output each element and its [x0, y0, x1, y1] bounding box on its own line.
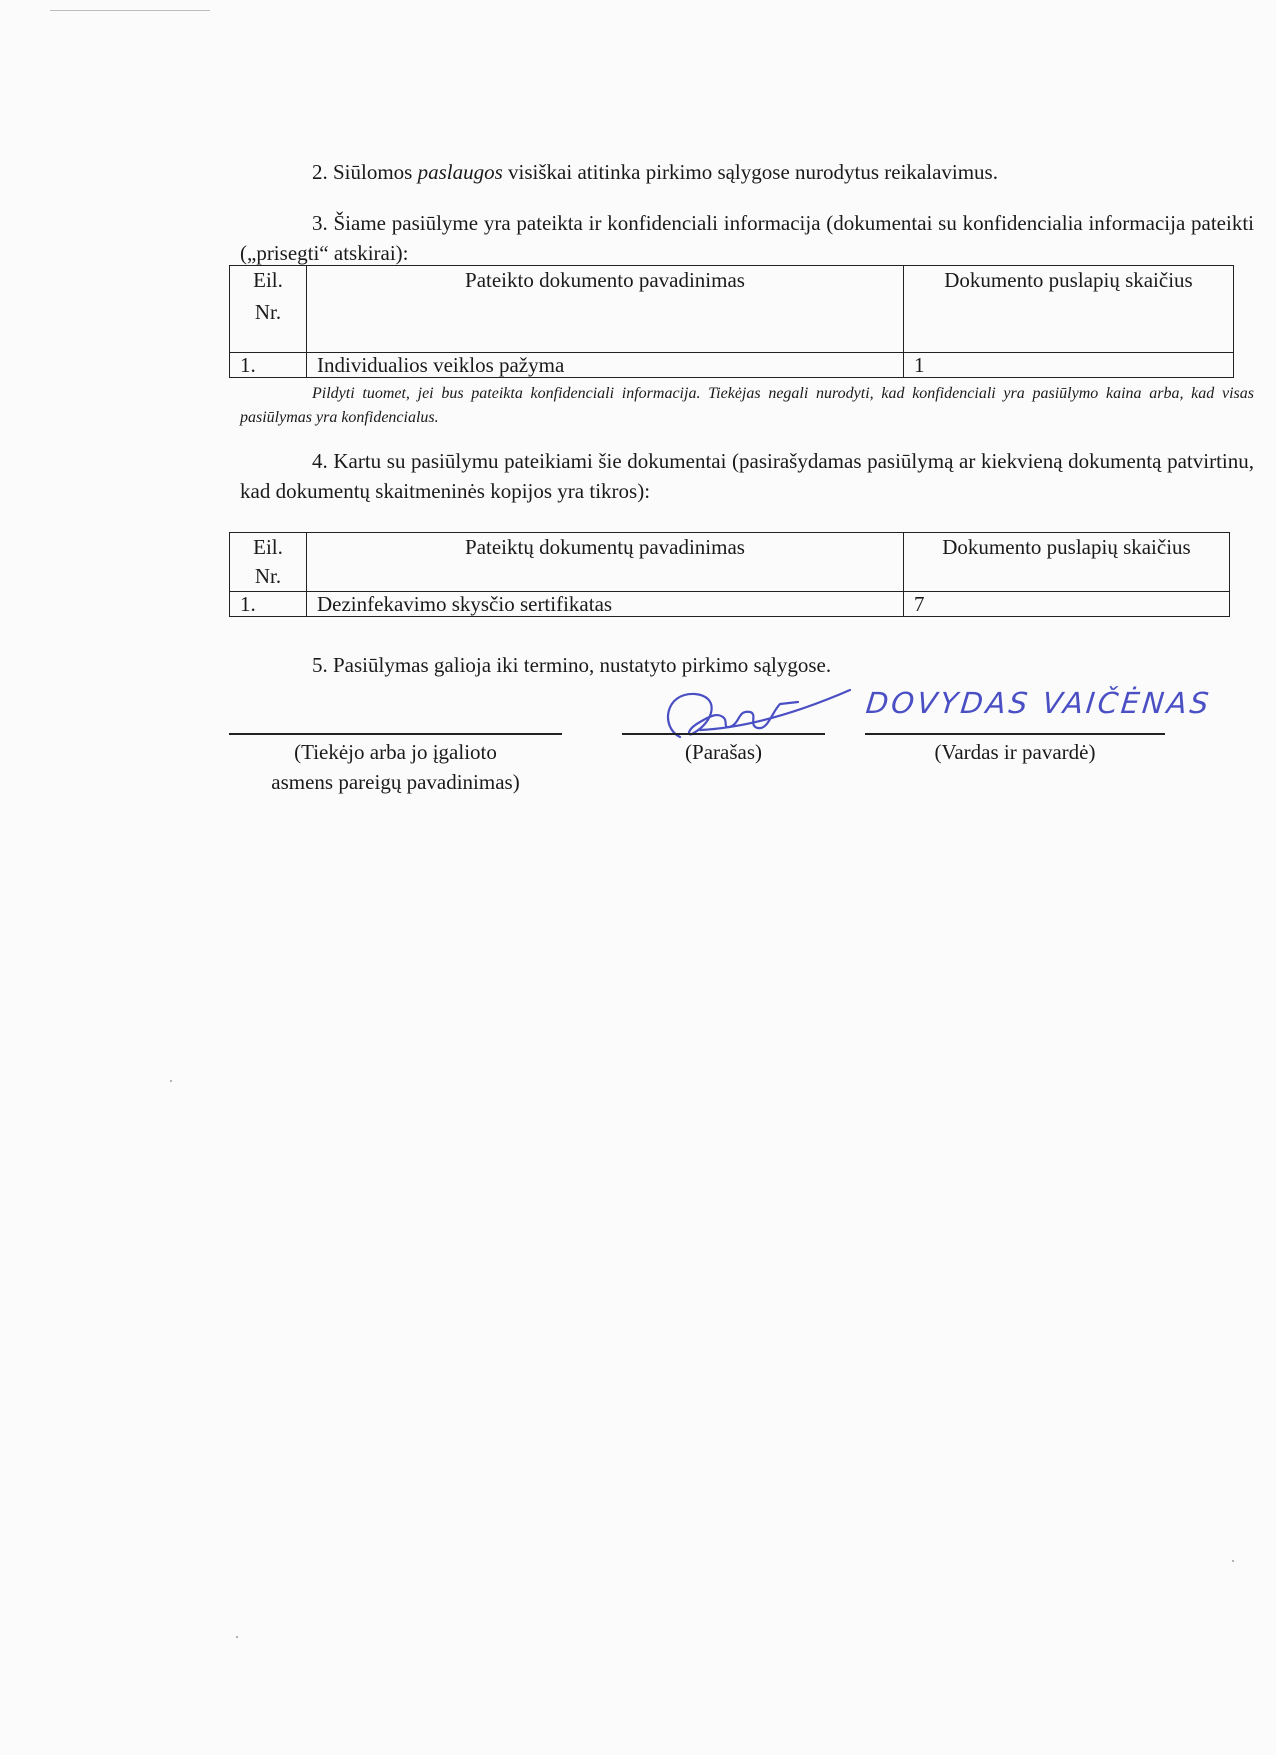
item-5-paragraph: 5. Pasiūlymas galioja iki termino, nustatyto pirkimo sąlygose. — [312, 653, 832, 677]
header-eil-cell — [230, 533, 307, 592]
row-pages-cell: 7 — [904, 592, 1230, 617]
header-eil-line2: Nr. — [254, 564, 282, 588]
row-name-cell: Individualios veiklos pažyma — [307, 353, 904, 378]
item-3-paragraph: 3. Šiame pasiūlyme yra pateikta ir konfidenciali informacija (dokumentai su konfidencialia informacija pateikti („prisegti“ atskirai): — [240, 211, 1254, 265]
submitted-documents-table — [229, 532, 1230, 617]
header-pages-cell: Dokumento puslapių skaičius — [904, 533, 1230, 592]
item-4-paragraph: 4. Kartu su pasiūlymu pateikiami šie dokumentai (pasirašydamas pasiūlymą ar kiekvieną dokumentą patvirtinu, kad dokumentų skaitmeninės kopijos yra tikros): — [240, 449, 1254, 503]
header-eil-line2: Nr. — [254, 300, 282, 324]
table-header-row — [230, 533, 1230, 592]
header-name-cell: Pateikto dokumento pavadinimas — [307, 266, 904, 353]
table-row — [230, 353, 1234, 378]
position-signature-line — [229, 733, 562, 735]
table-header-row — [230, 266, 1234, 353]
scan-speck — [170, 1080, 172, 1082]
table-row — [230, 592, 1230, 617]
item-2-italic-word: paslaugos — [417, 160, 503, 184]
header-eil-cell — [230, 266, 307, 353]
name-signature-line — [865, 733, 1165, 735]
confidential-documents-table — [229, 265, 1234, 378]
header-name-cell: Pateiktų dokumentų pavadinimas — [307, 533, 904, 592]
position-caption-line1: (Tiekėjo arba jo įgalioto — [294, 740, 497, 764]
row-name-cell: Dezinfekavimo skysčio sertifikatas — [307, 592, 904, 617]
scan-speck — [236, 1636, 238, 1638]
header-eil-line1: Eil. — [253, 535, 283, 559]
scan-edge-mark — [50, 10, 210, 11]
position-caption-line2: asmens pareigų pavadinimas) — [271, 770, 520, 794]
confidential-note: Pildyti tuomet, jei bus pateikta konfidenciali informacija. Tiekėjas negali nurodyti, kad konfidenciali yra pasiūlymo kaina arba, kad visas pasiūlymas yra konfidencialus. — [240, 385, 1254, 426]
name-caption: (Vardas ir pavardė) — [934, 740, 1096, 764]
scan-speck — [1232, 1560, 1234, 1562]
signature-line — [622, 733, 825, 735]
item-2-tail: visiškai atitinka pirkimo sąlygose nurodytus reikalavimus. — [502, 160, 998, 184]
header-eil-line1: Eil. — [253, 268, 283, 292]
item-2-lead: 2. Siūlomos — [312, 160, 418, 184]
signature-caption: (Parašas) — [685, 740, 762, 764]
position-caption — [229, 737, 562, 797]
item-2-paragraph — [312, 157, 998, 187]
row-pages-cell: 1 — [904, 353, 1234, 378]
header-pages-cell: Dokumento puslapių skaičius — [904, 266, 1234, 353]
handwritten-name: DOVYDAS VAIČĖNAS — [864, 686, 1214, 720]
row-number-cell: 1. — [230, 353, 307, 378]
row-number-cell: 1. — [230, 592, 307, 617]
